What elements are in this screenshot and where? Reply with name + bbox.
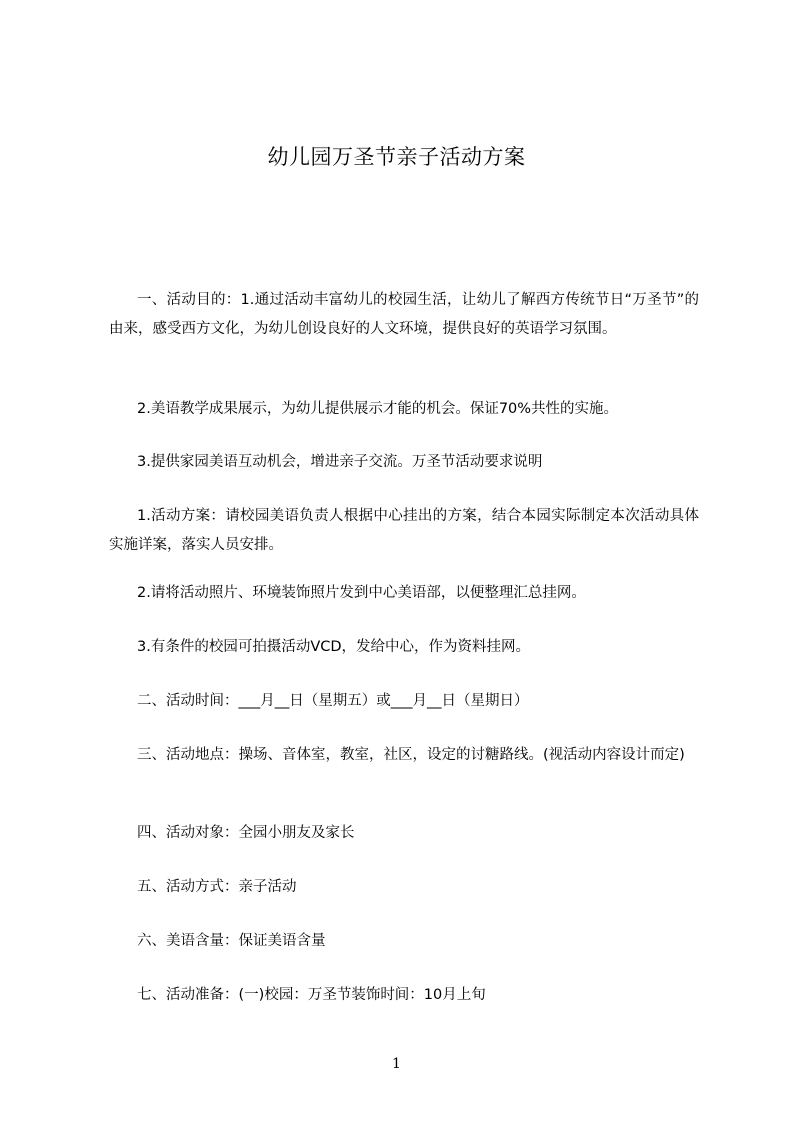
paragraph-english-content: 六、美语含量：保证美语含量 [137,933,326,949]
paragraph-requirement-2: 2.请将活动照片、环境装饰照片发到中心美语部，以便整理汇总挂网。 [137,585,586,601]
page-number: 1 [392,1056,401,1072]
paragraph-activity-purpose: 一、活动目的：1.通过活动丰富幼儿的校园生活，让幼儿了解西方传统节日“万圣节”的由来，感受西方文化，为幼儿创设良好的人文环境，提供良好的英语学习氛围。 [109,292,699,337]
paragraph-activity-preparation: 七、活动准备：(一)校园：万圣节装饰时间：10月上旬 [137,987,486,1003]
paragraph-activity-method: 五、活动方式：亲子活动 [137,879,297,895]
paragraph-activity-target: 四、活动对象：全园小朋友及家长 [137,825,355,841]
paragraph-purpose-3: 3.提供家园美语互动机会，增进亲子交流。万圣节活动要求说明 [137,454,543,470]
paragraph-requirement-1: 1.活动方案：请校园美语负责人根据中心挂出的方案，结合本园实际制定本次活动具体实施详案，落实人员安排。 [109,508,699,553]
document-title: 幼儿园万圣节亲子活动方案 [267,145,526,169]
paragraph-purpose-2: 2.美语教学成果展示，为幼儿提供展示才能的机会。保证70%共性的实施。 [137,401,619,417]
paragraph-requirement-3: 3.有条件的校园可拍摄活动VCD，发给中心，作为资料挂网。 [137,639,531,655]
paragraph-activity-location: 三、活动地点：操场、音体室，教室，社区，设定的讨糖路线。(视活动内容设计而定) [137,747,685,763]
paragraph-activity-time: 二、活动时间：___月__日（星期五）或___月__日（星期日） [137,693,529,709]
